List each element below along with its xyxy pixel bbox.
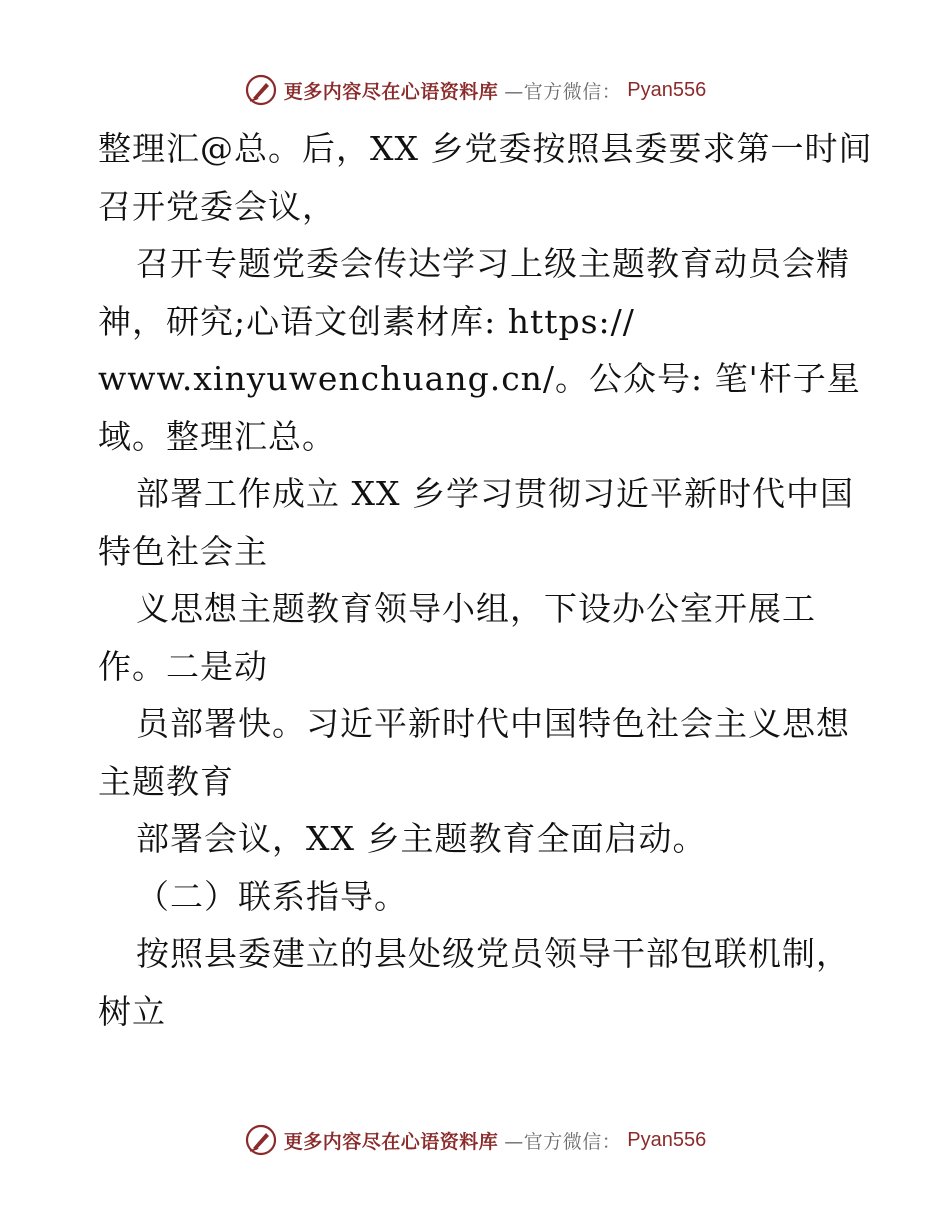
pen-logo-icon (244, 1123, 278, 1157)
text-line: 召开专题党委会传达学习上级主题教育动员会精 (136, 244, 850, 283)
header-banner (0, 70, 950, 110)
pen-logo-icon (244, 73, 278, 107)
banner-separator: —官方微信： (504, 1130, 622, 1153)
text-line: 树立 (98, 991, 166, 1031)
text-line: 神，研究;心语文创素材库: https:// (98, 301, 635, 341)
footer-banner (0, 1120, 950, 1160)
text-line: 召开党委会议， (98, 186, 336, 226)
text-line: www.xinyuwenchuang.cn/。公众号: 笔'杆子星 (98, 359, 861, 398)
text-line: 整理汇@总。后，XX 乡党委按照县委要求第一时间 (98, 129, 873, 168)
text-line: 域。整理汇总。 (98, 416, 336, 456)
text-line: 特色社会主 (98, 531, 268, 571)
section-heading: （二）联系指导。 (136, 876, 408, 916)
text-line: 义思想主题教育领导小组，下设办公室开展工 (136, 589, 816, 628)
text-line: 员部署快。习近平新时代中国特色社会主义思想 (136, 704, 850, 743)
banner-wechat-id: Pyan556 (627, 1128, 707, 1151)
text-line: 主题教育 (98, 761, 234, 801)
banner-title: 更多内容尽在心语资料库 (283, 80, 499, 103)
body-text (98, 120, 873, 1040)
text-line: 按照县委建立的县处级党员领导干部包联机制， (136, 934, 850, 973)
banner-title: 更多内容尽在心语资料库 (283, 1130, 499, 1153)
text-line: 部署工作成立 XX 乡学习贯彻习近平新时代中国 (136, 474, 854, 513)
banner-separator: —官方微信： (504, 80, 622, 103)
text-line: 部署会议，XX 乡主题教育全面启动。 (136, 819, 707, 858)
banner-wechat-id: Pyan556 (627, 78, 707, 101)
text-line: 作。二是动 (98, 646, 268, 686)
